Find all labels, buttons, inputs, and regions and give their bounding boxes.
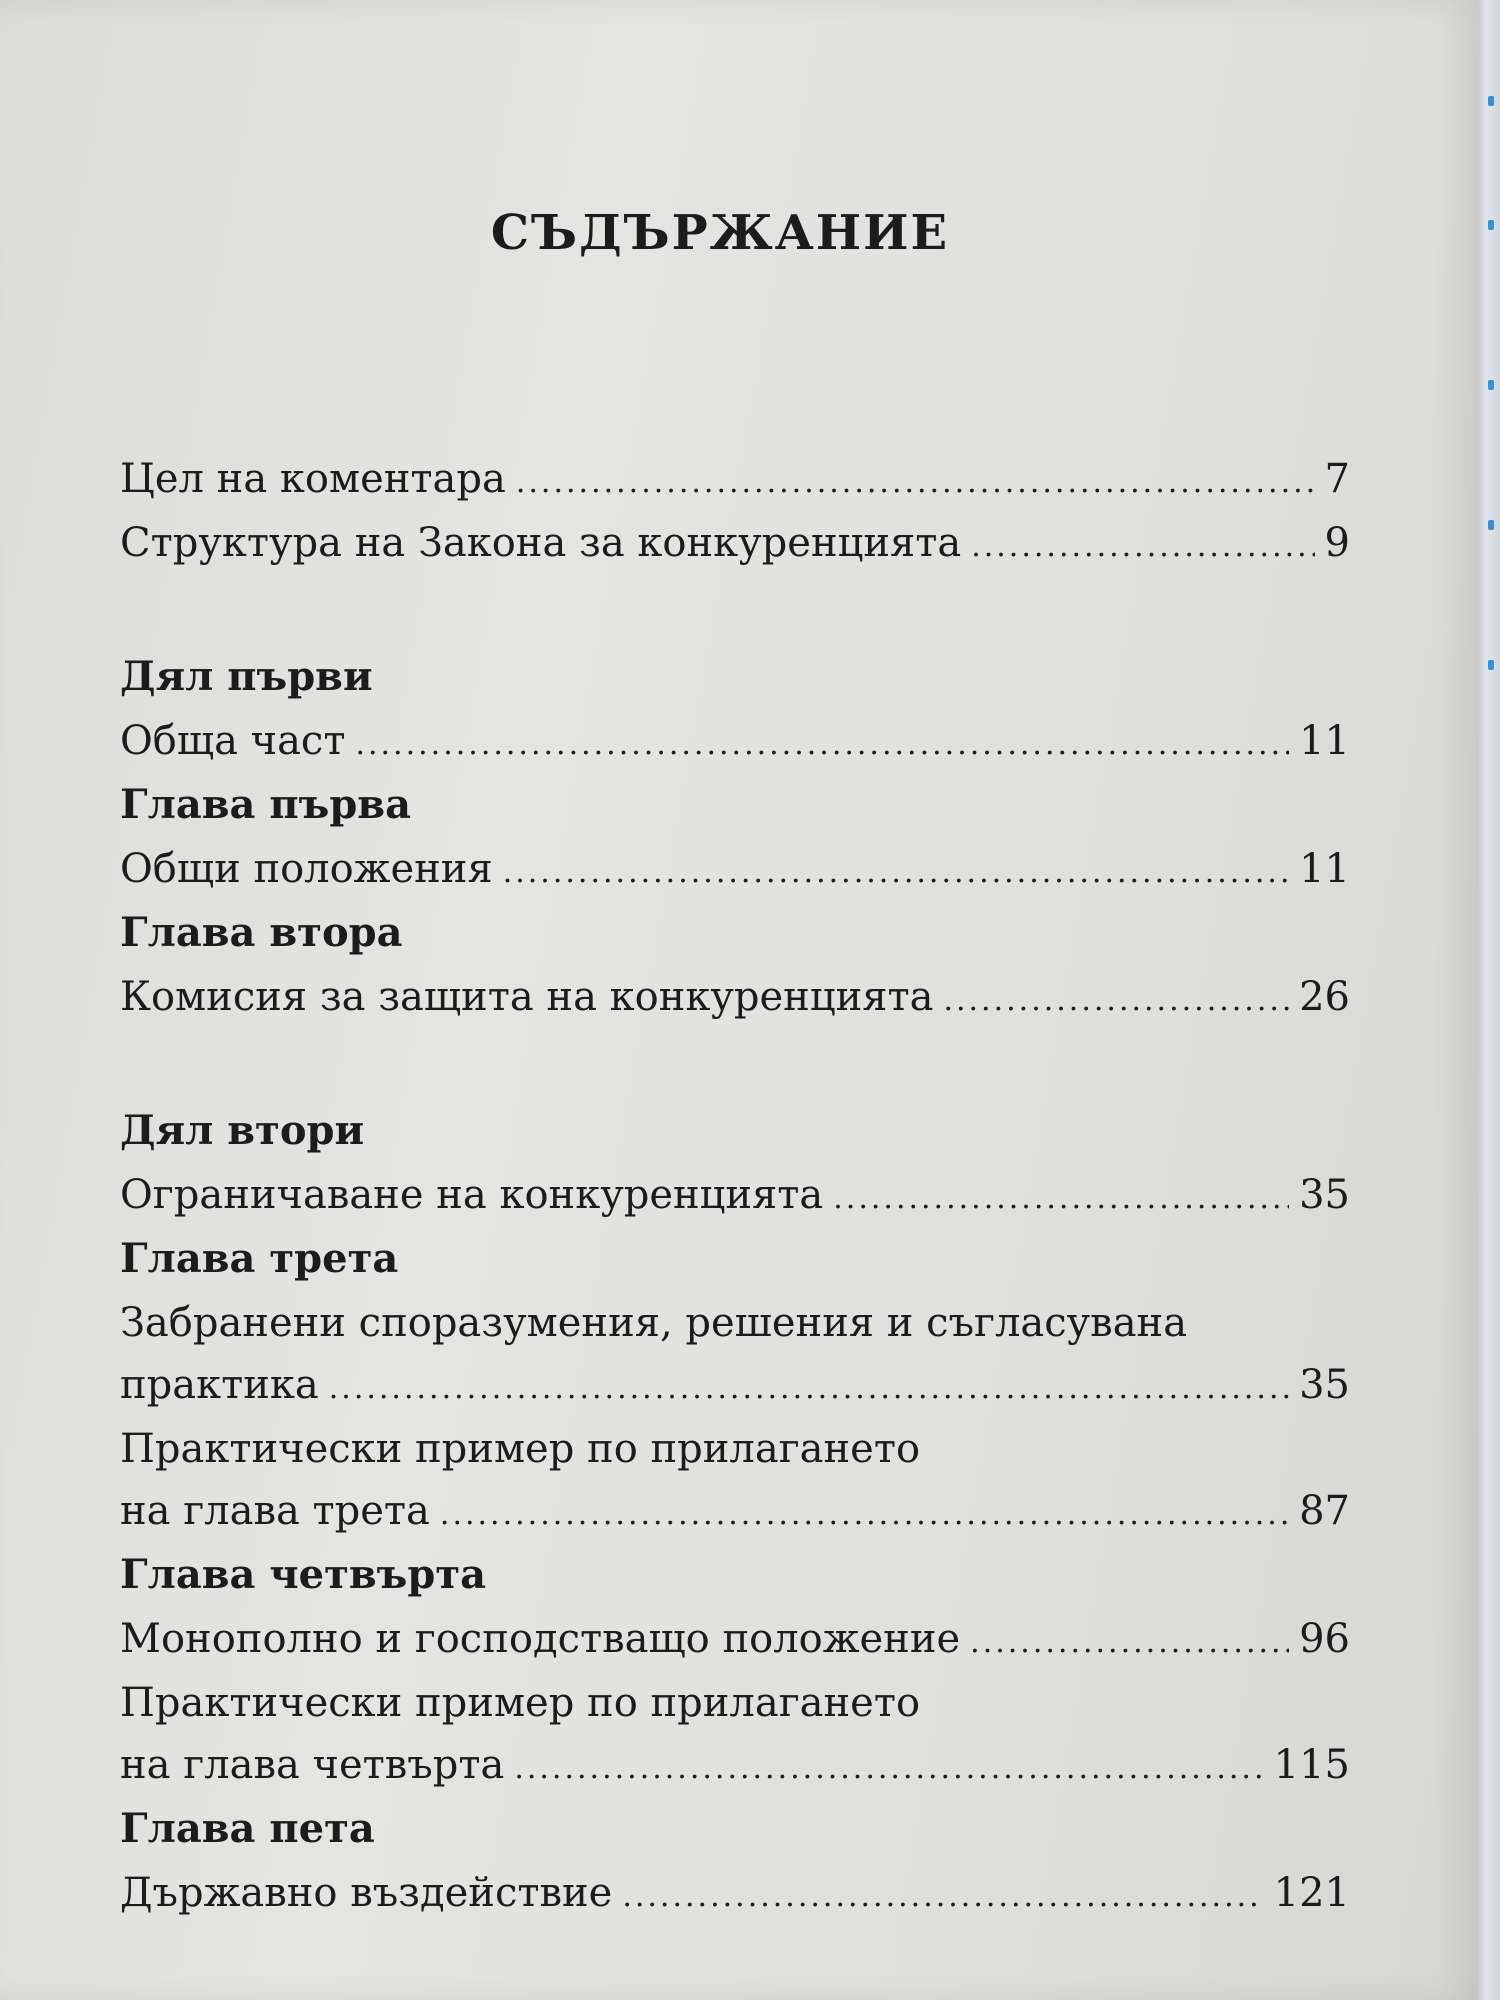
toc-page-number: 121 (1273, 1870, 1350, 1916)
toc-page-number: 9 (1324, 520, 1350, 566)
toc-entry-label-line1[interactable]: Практически пример по прилагането (120, 1680, 921, 1726)
toc-entry-label: Общи положения (120, 846, 493, 892)
toc-entry-label: Структура на Закона за конкуренцията (120, 520, 962, 566)
dot-leader (970, 1625, 1289, 1661)
edge-mark (1488, 520, 1494, 530)
toc-entry-label-line1[interactable]: Забранени споразумения, решения и съгласувана (120, 1300, 1188, 1346)
toc-entry[interactable] (120, 717, 1350, 781)
dot-leader (622, 1879, 1263, 1915)
section-gap (120, 583, 1350, 653)
chapter-heading: Глава четвърта (120, 1551, 487, 1598)
dot-leader (514, 1751, 1263, 1787)
dot-leader (503, 855, 1289, 891)
table-of-contents (120, 455, 1350, 1933)
chapter-heading: Глава трета (120, 1235, 399, 1282)
toc-entry[interactable] (120, 1361, 1350, 1425)
toc-entry[interactable] (120, 455, 1350, 519)
toc-entry[interactable] (120, 973, 1350, 1037)
toc-entry[interactable] (120, 1171, 1350, 1235)
toc-entry-label-line1[interactable]: Практически пример по прилагането (120, 1426, 921, 1472)
dot-leader (971, 529, 1314, 565)
toc-page-number: 115 (1273, 1742, 1350, 1788)
toc-entry-label: Цел на коментара (120, 456, 506, 502)
edge-mark (1488, 380, 1494, 390)
toc-page-number: 11 (1299, 846, 1350, 892)
dot-leader (516, 465, 1315, 501)
section-heading: Дял първи (120, 653, 373, 700)
toc-entry-label: Държавно въздействие (120, 1870, 613, 1916)
toc-entry[interactable] (120, 1615, 1350, 1679)
toc-page-number: 7 (1324, 456, 1350, 502)
toc-entry[interactable] (120, 1741, 1350, 1805)
section-heading: Дял втори (120, 1107, 365, 1154)
toc-entry[interactable] (120, 519, 1350, 583)
toc-page-number: 35 (1299, 1172, 1350, 1218)
section-gap (120, 1037, 1350, 1107)
dot-leader (943, 983, 1289, 1019)
toc-page-number: 96 (1299, 1616, 1350, 1662)
toc-entry-label: Монополно и господстващо положение (120, 1616, 961, 1662)
edge-mark (1488, 96, 1494, 106)
toc-entry-label-line2: практика (120, 1362, 319, 1408)
dot-leader (833, 1181, 1289, 1217)
toc-page-number: 35 (1299, 1362, 1350, 1408)
page-title: СЪДЪРЖАНИЕ (490, 205, 950, 261)
chapter-heading: Глава втора (120, 909, 403, 956)
toc-entry-label: Комисия за защита на конкуренцията (120, 974, 934, 1020)
toc-page-number: 11 (1299, 718, 1350, 764)
toc-entry-label-line2: на глава четвърта (120, 1742, 505, 1788)
toc-entry[interactable] (120, 1487, 1350, 1551)
dot-leader (329, 1371, 1289, 1407)
dot-leader (440, 1497, 1289, 1533)
page-edge (1478, 0, 1500, 2000)
toc-page-number: 26 (1299, 974, 1350, 1020)
toc-entry[interactable] (120, 845, 1350, 909)
chapter-heading: Глава първа (120, 781, 412, 828)
toc-entry-label-line2: на глава трета (120, 1488, 430, 1534)
chapter-heading: Глава пета (120, 1805, 375, 1852)
edge-mark (1488, 220, 1494, 230)
toc-entry-label: Обща част (120, 718, 346, 764)
dot-leader (355, 727, 1289, 763)
toc-entry[interactable] (120, 1869, 1350, 1933)
toc-page-number: 87 (1299, 1488, 1350, 1534)
toc-entry-label: Ограничаване на конкуренцията (120, 1172, 824, 1218)
edge-mark (1488, 660, 1494, 670)
